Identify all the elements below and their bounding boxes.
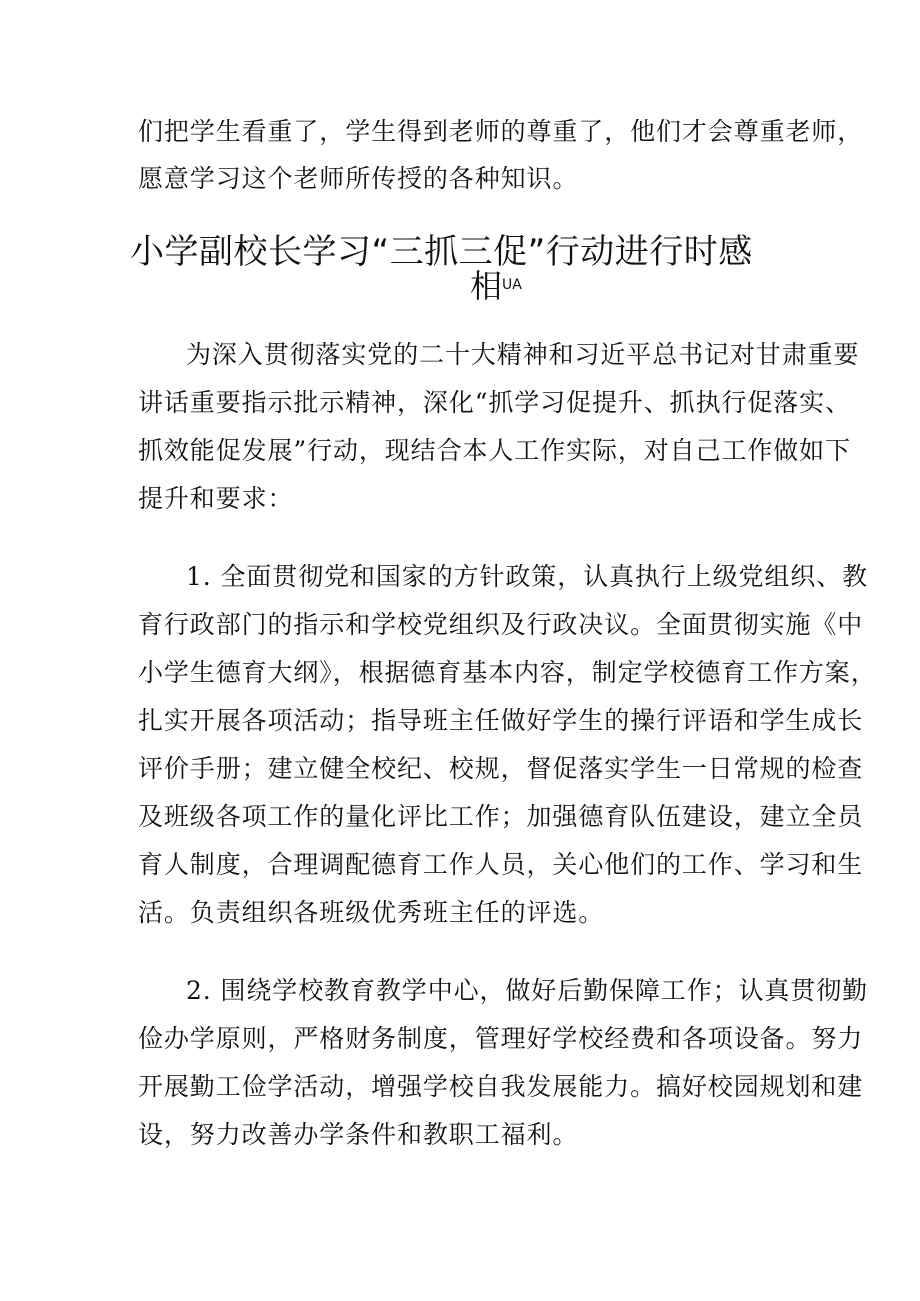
paragraph-3-line-3: 开展勤工俭学活动，增强学校自我发展能力。搞好校园规划和建 [138, 1072, 864, 1101]
section-title-continuation [470, 268, 522, 303]
intro-line-1: 们把学生看重了，学生得到老师的尊重了，他们才会尊重老师， [138, 117, 864, 146]
paragraph-2-line-3: 小学生德育大纲》，根据德育基本内容，制定学校德育工作方案， [138, 658, 877, 687]
paragraph-1-line-1: 为深入贯彻落实党的二十大精神和习近平总书记对甘肃重要 [186, 340, 860, 369]
intro-line-2: 愿意学习这个老师所传授的各种知识。 [138, 164, 579, 193]
paragraph-3-line-1: 2. 围绕学校教育教学中心，做好后勤保障工作；认真贯彻勤 [186, 976, 869, 1005]
section-title-line2-tail: UA [502, 277, 522, 293]
section-title-line2-main: 相 [470, 267, 503, 305]
section-title: 小学副校长学习“三抓三促”行动进行时感 [130, 232, 753, 272]
paragraph-2-line-6: 及班级各项工作的量化评比工作；加强德育队伍建设，建立全员 [138, 802, 864, 831]
paragraph-2-line-4: 扎实开展各项活动；指导班主任做好学生的操行评语和学生成长 [138, 706, 864, 735]
paragraph-3-line-2: 俭办学原则，严格财务制度，管理好学校经费和各项设备。努力 [138, 1024, 864, 1053]
paragraph-2-line-2: 育行政部门的指示和学校党组织及行政决议。全面贯彻实施《中 [138, 610, 864, 639]
paragraph-3-line-4: 设，努力改善办学条件和教职工福利。 [138, 1120, 579, 1149]
paragraph-2-line-8: 活。负责组织各班级优秀班主任的评选。 [138, 898, 605, 927]
paragraph-2-line-1: 1. 全面贯彻党和国家的方针政策，认真执行上级党组织、教 [186, 562, 869, 591]
paragraph-1-line-3: 抓效能促发展”行动，现结合本人工作实际，对自己工作做如下 [138, 436, 851, 465]
paragraph-2-line-5: 评价手册；建立健全校纪、校规，督促落实学生一日常规的检查 [138, 754, 864, 783]
paragraph-1-line-2: 讲话重要指示批示精神，深化“抓学习促提升、抓执行促落实、 [138, 388, 851, 417]
paragraph-2-line-7: 育人制度，合理调配德育工作人员，关心他们的工作、学习和生 [138, 850, 864, 879]
paragraph-1-line-4: 提升和要求： [138, 484, 294, 513]
